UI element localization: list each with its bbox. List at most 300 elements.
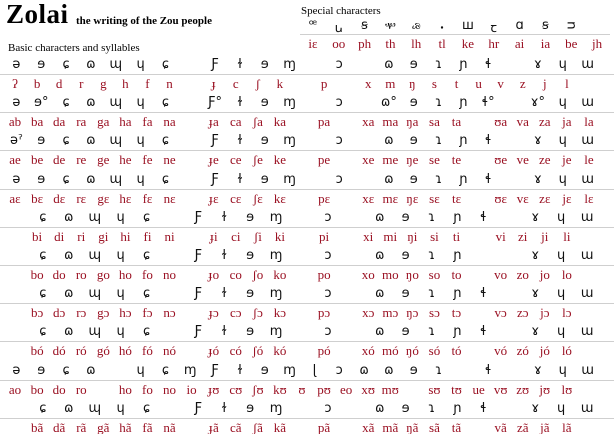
glyph-cell: ɯ (580, 400, 594, 416)
glyph-cell: Ƒ° (208, 95, 223, 111)
glyph-cell: ɫ (237, 362, 243, 378)
glyph-cell: ɥ (116, 248, 125, 263)
glyph-row (0, 400, 614, 419)
glyph-cell: ɱ (283, 133, 296, 149)
glyph-cell: ɬ (480, 324, 487, 340)
glyph-cell: ɱ (269, 286, 283, 302)
transliteration-cell: ti (452, 228, 461, 244)
transliteration-cell: aɛ (9, 190, 21, 206)
glyph-cell: ɤ° (530, 95, 546, 111)
glyph-cell: ɔ (335, 133, 343, 149)
transliteration-cell: hi (120, 228, 131, 244)
glyph-cell: ɕ (142, 324, 151, 340)
transliteration-cell: xʊ (361, 381, 376, 397)
glyph-cell: Ƒ (211, 362, 219, 378)
transliteration-cell: ue (472, 381, 485, 397)
transliteration-cell: ro (75, 267, 87, 282)
glyph-cell: ɰ (109, 133, 123, 149)
glyph-cell: ɯ (580, 248, 594, 263)
glyph-cell: ɯ (580, 286, 594, 302)
transliteration-cell: xã (362, 419, 375, 434)
glyph-cell: ɲ (453, 209, 462, 225)
transliteration-cell: po (317, 267, 331, 282)
transliteration-cell: bi (32, 228, 43, 244)
glyph-cell: ɕ (161, 171, 169, 187)
glyph-cell: ɥ (116, 209, 125, 225)
glyph-cell: ɷ (86, 171, 96, 187)
transliteration-cell: lɛ (584, 190, 594, 206)
glyph-cell: ə (12, 95, 21, 111)
glyph-cell: ɘ (246, 400, 255, 416)
glyph-cell: ɬ (485, 133, 492, 149)
transliteration-cell: hɛ (119, 190, 132, 206)
glyph-cell: Ƒ (194, 209, 203, 225)
glyph-cell: ɱ (269, 209, 283, 225)
special-transliteration: ia (540, 36, 551, 51)
special-glyph-row (300, 17, 610, 35)
glyph-cell: ɬ (480, 400, 487, 416)
glyph-cell: ɕ (161, 57, 169, 72)
transliteration-cell: ae (9, 152, 21, 168)
transliteration-cell: ɟʊ (207, 381, 220, 397)
transliteration-cell: zi (518, 228, 528, 244)
transliteration-cell: so (428, 267, 441, 282)
transliteration-cell: do (52, 267, 66, 282)
glyph-cell: ɕ (142, 209, 151, 225)
glyph-cell: ɿ (435, 133, 443, 149)
transliteration-cell: sa (429, 114, 440, 130)
transliteration-cell: fe (142, 152, 153, 168)
glyph-cell: ɤ (534, 171, 542, 187)
transliteration-cell: ʃɔ (252, 305, 263, 321)
glyph-cell: ɷ (375, 286, 385, 302)
glyph-cell: ɫ (237, 57, 243, 72)
glyph-cell: ɷ (64, 248, 74, 263)
transliteration-cell: cã (229, 419, 242, 434)
special-transliteration: hr (488, 36, 500, 51)
transliteration-cell: fó (142, 343, 153, 359)
transliteration-cell: jɛ (562, 190, 572, 206)
glyph-row (0, 285, 614, 304)
transliteration-cell: jʊ (539, 381, 551, 397)
transliteration-cell: ŋi (407, 228, 418, 244)
transliteration-cell: ca (229, 114, 242, 130)
glyph-cell: ɯ (581, 95, 594, 111)
transliteration-cell: ʃ (255, 76, 261, 91)
transliteration-cell: pe (317, 152, 331, 168)
glyph-cell: ɘ (409, 95, 418, 111)
glyph-row (0, 132, 614, 151)
transliteration-cell: ve (516, 152, 529, 168)
glyph-cell: ɕ (161, 133, 169, 149)
glyph-cell: ɘ (260, 362, 269, 378)
glyph-row (0, 323, 614, 342)
transliteration-cell: rɛ (76, 190, 87, 206)
transliteration-cell: tɛ (451, 190, 462, 206)
transliteration-cell: ɟɛ (208, 190, 219, 206)
transliteration-cell: bó (30, 343, 44, 359)
glyph-cell: ɿ (428, 324, 435, 340)
special-glyph: ꮚ (411, 18, 421, 33)
glyph-cell: ɷ (384, 133, 394, 149)
glyph-cell: ɘ (401, 248, 410, 263)
glyph-cell: ɱ (283, 95, 296, 111)
glyph-cell: ɥ (558, 57, 567, 72)
glyph-cell: ɔ (335, 362, 343, 378)
glyph-cell: ɕ (39, 400, 47, 416)
transliteration-cell: xo (361, 267, 375, 282)
transliteration-cell: ʃã (252, 419, 263, 434)
glyph-cell: ɿ (428, 286, 435, 302)
transliteration-cell: te (451, 152, 462, 168)
glyph-cell: ɱ (283, 171, 296, 187)
transliteration-cell: gó (96, 343, 110, 359)
transliteration-cell: ab (8, 114, 22, 130)
transliteration-cell: ɟe (208, 152, 219, 168)
transliteration-cell: tã (451, 419, 462, 434)
glyph-cell: ɬ (485, 171, 492, 187)
transliteration-cell: mi (383, 228, 398, 244)
transliteration-cell: ba (30, 114, 44, 130)
transliteration-cell: ʊa (494, 114, 508, 130)
transliteration-cell: ge (97, 152, 110, 168)
special-glyph: ꮙ (385, 18, 396, 33)
transliteration-cell: jɔ (540, 305, 550, 321)
glyph-row (0, 94, 614, 113)
transliteration-cell: ho (118, 381, 132, 397)
glyph-cell: ɯ (581, 362, 594, 378)
glyph-cell: ɥ (557, 248, 566, 263)
glyph-cell: ɲ (453, 248, 462, 263)
transliteration-cell: vó (494, 343, 508, 359)
transliteration-cell: co (229, 267, 242, 282)
transliteration-cell: fɔ (142, 305, 153, 321)
glyph-cell: ɔ (324, 400, 332, 416)
transliteration-cell: nã (163, 419, 176, 434)
glyph-cell: ɤ (531, 209, 540, 225)
glyph-cell: ɰ (109, 95, 123, 111)
transliteration-cell: kɛ (273, 190, 286, 206)
glyph-cell: ɱ (283, 57, 296, 72)
transliteration-cell: bɔ (30, 305, 44, 321)
glyph-cell: ɯ (580, 209, 594, 225)
glyph-cell: ɱ (269, 248, 283, 263)
glyph-cell: ɔ (324, 286, 332, 302)
transliteration-cell: xi (363, 228, 374, 244)
transliteration-cell: la (584, 114, 594, 130)
glyph-cell: ɬ (485, 57, 492, 72)
special-characters-label: Special characters (301, 5, 381, 17)
glyph-cell: ɘ (246, 209, 255, 225)
glyph-cell: ɘ (260, 133, 269, 149)
glyph-cell: ɥ (116, 324, 125, 340)
transliteration-cell: ɟã (208, 419, 219, 434)
transliteration-cell: ró (75, 343, 87, 359)
transliteration-cell: ʊ (298, 381, 306, 397)
glyph-cell: ɔ (335, 171, 343, 187)
glyph-cell: ɔ (324, 248, 332, 263)
glyph-cell: ə (12, 362, 21, 378)
glyph-cell: ɤ (531, 286, 540, 302)
transliteration-cell: ɟó (208, 343, 220, 359)
transliteration-cell: pɔ (317, 305, 331, 321)
glyph-row (0, 171, 614, 190)
glyph-cell: ɯ (581, 171, 594, 187)
special-glyph: ꞏ (440, 21, 445, 36)
transliteration-cell: eo (340, 381, 353, 397)
glyph-cell: ɤ (534, 57, 542, 72)
transliteration-cell: ŋo (405, 267, 419, 282)
glyph-row (0, 209, 614, 228)
transliteration-cell: xe (362, 152, 375, 168)
transliteration-cell: v (497, 76, 504, 91)
special-transliteration-row (300, 35, 610, 53)
transliteration-cell: ni (164, 228, 175, 244)
transliteration-cell: sɛ (429, 190, 440, 206)
glyph-cell: Ƒ (194, 324, 203, 340)
transliteration-cell: u (475, 76, 482, 91)
glyph-cell: ɯ (580, 324, 594, 340)
special-transliteration: ph (358, 36, 372, 51)
transliteration-cell: zɔ (516, 305, 529, 321)
transliteration-cell: gɛ (97, 190, 110, 206)
transliteration-cell: lʊ (561, 381, 573, 397)
glyph-cell: ɥ (557, 324, 566, 340)
transliteration-cell: ŋ (409, 76, 416, 91)
glyph-cell: ɯ (581, 133, 594, 149)
glyph-cell: ɘ (37, 133, 46, 149)
transliteration-row (0, 75, 614, 94)
special-transliteration: be (565, 36, 578, 51)
transliteration-row (0, 342, 614, 361)
special-transliteration: tl (438, 36, 446, 51)
glyph-cell: ɷ (64, 400, 74, 416)
transliteration-cell: jã (540, 419, 550, 434)
glyph-cell: ɘ (401, 400, 410, 416)
transliteration-cell: ʃa (252, 114, 263, 130)
transliteration-cell: ló (561, 343, 572, 359)
transliteration-cell: l (565, 76, 569, 91)
glyph-cell: ɷ (86, 95, 96, 111)
glyph-cell: ɕ (142, 400, 151, 416)
glyph-cell: ɘ (260, 171, 269, 187)
transliteration-cell: zã (516, 419, 529, 434)
transliteration-cell: tɔ (451, 305, 462, 321)
transliteration-cell: no (163, 381, 177, 397)
glyph-cell: Ƒ (211, 57, 219, 72)
transliteration-cell: se (429, 152, 440, 168)
special-glyph: ꟹ (308, 18, 318, 33)
transliteration-cell: sã (429, 419, 440, 434)
glyph-cell: ɥ (557, 400, 566, 416)
transliteration-cell: nɔ (163, 305, 176, 321)
glyph-cell: ɥ (558, 171, 567, 187)
transliteration-cell: lɔ (562, 305, 572, 321)
transliteration-cell: io (186, 381, 197, 397)
glyph-cell: ɷ (384, 57, 394, 72)
transliteration-row (0, 419, 614, 434)
transliteration-cell: ga (97, 114, 110, 130)
transliteration-cell: tó (451, 343, 462, 359)
glyph-cell: ə (12, 57, 21, 72)
transliteration-cell: mʊ (381, 381, 399, 397)
transliteration-cell: s (431, 76, 437, 91)
transliteration-cell: ʃɛ (252, 190, 263, 206)
transliteration-cell: có (229, 343, 242, 359)
transliteration-cell: he (119, 152, 132, 168)
transliteration-cell: pi (319, 228, 330, 244)
transliteration-cell: to (451, 267, 462, 282)
glyph-cell: ɘ (260, 57, 269, 72)
transliteration-cell: ɟi (209, 228, 218, 244)
transliteration-cell: cʊ (229, 381, 243, 397)
transliteration-cell: zo (516, 267, 529, 282)
special-transliteration: oo (332, 36, 346, 51)
glyph-row (0, 362, 614, 381)
transliteration-cell: na (163, 114, 176, 130)
glyph-cell: ɤ (531, 400, 540, 416)
glyph-cell: ɿ (428, 248, 435, 263)
glyph-cell: ɿ (428, 209, 435, 225)
transliteration-cell: ro (75, 381, 87, 397)
transliteration-cell: ŋe (406, 152, 419, 168)
transliteration-cell: p (320, 76, 328, 91)
glyph-cell: ɬ° (481, 95, 495, 111)
transliteration-cell: ʔ (12, 76, 18, 91)
transliteration-cell: vɔ (494, 305, 507, 321)
transliteration-cell: be (30, 152, 44, 168)
transliteration-cell: go (96, 267, 110, 282)
glyph-cell: ɰ (109, 57, 123, 72)
transliteration-cell: pʊ (317, 381, 331, 397)
transliteration-cell: vã (494, 419, 507, 434)
transliteration-cell: pɛ (318, 190, 331, 206)
transliteration-cell: ʊɛ (494, 190, 507, 206)
transliteration-cell: vi (495, 228, 506, 244)
glyph-cell: ɷ (375, 209, 385, 225)
special-glyph: ꞩ (542, 18, 549, 33)
transliteration-cell: f (145, 76, 150, 91)
glyph-cell: ɱ (283, 362, 296, 378)
transliteration-cell: ɟo (208, 267, 220, 282)
transliteration-cell: xɔ (362, 305, 375, 321)
transliteration-cell: c (232, 76, 239, 91)
special-transliteration: iɛ (308, 36, 318, 51)
glyph-cell: ɷ (64, 209, 74, 225)
glyph-cell: ɱ (269, 324, 283, 340)
transliteration-cell: do (52, 381, 66, 397)
special-glyph: ꞇ (490, 21, 497, 36)
transliteration-cell: bo (30, 267, 44, 282)
transliteration-cell: je (562, 152, 572, 168)
glyph-cell: ɷ (86, 362, 96, 378)
glyph-cell: ɫ (221, 324, 227, 340)
transliteration-cell: kʊ (273, 381, 287, 397)
transliteration-cell: jo (539, 267, 550, 282)
glyph-cell: ɿ (435, 57, 443, 72)
glyph-cell: ɭ (312, 362, 317, 378)
transliteration-cell: t (454, 76, 459, 91)
transliteration-cell: ʃʊ (252, 381, 264, 397)
glyph-cell: ɘ (37, 57, 46, 72)
transliteration-cell: kɔ (273, 305, 287, 321)
transliteration-cell: ʃo (252, 267, 264, 282)
transliteration-cell: ri (77, 228, 86, 244)
special-transliteration: jh (592, 36, 603, 51)
glyph-cell: ɥ (136, 133, 145, 149)
transliteration-cell: bo (30, 381, 44, 397)
transliteration-cell: z (519, 76, 526, 91)
transliteration-cell: zʊ (516, 381, 530, 397)
glyph-cell: ɥ (558, 362, 567, 378)
glyph-cell: ɰ (88, 209, 102, 225)
transliteration-cell: hɔ (119, 305, 132, 321)
transliteration-cell: ʃe (252, 152, 263, 168)
special-transliteration: th (385, 36, 396, 51)
glyph-cell: ɷ° (380, 95, 397, 111)
glyph-cell: ɔ (324, 324, 332, 340)
glyph-cell: ɤ (534, 362, 542, 378)
glyph-cell: Ƒ (211, 171, 219, 187)
special-transliteration: ai (514, 36, 525, 51)
glyph-cell: ɰ (109, 171, 123, 187)
glyph-cell: ɬ (480, 286, 487, 302)
transliteration-cell: mó (381, 343, 399, 359)
transliteration-cell: r (79, 76, 84, 91)
transliteration-cell: x (364, 76, 372, 91)
glyph-cell: ɘ (246, 324, 255, 340)
glyph-cell: ɕ (142, 248, 151, 263)
special-transliteration: ke (461, 36, 475, 51)
glyph-cell: ɕ (62, 362, 70, 378)
transliteration-cell: ci (231, 228, 241, 244)
transliteration-cell: ne (163, 152, 176, 168)
transliteration-cell: za (539, 114, 551, 130)
glyph-cell: ɘ (409, 133, 418, 149)
transliteration-cell: mo (381, 267, 399, 282)
transliteration-cell: nó (163, 343, 177, 359)
transliteration-cell: vo (494, 267, 508, 282)
transliteration-cell: kã (273, 419, 287, 434)
transliteration-cell: si (430, 228, 439, 244)
glyph-cell: ɘ (401, 286, 410, 302)
transliteration-cell: sʊ (428, 381, 441, 397)
glyph-cell: ɲ (459, 57, 468, 72)
transliteration-cell: mɔ (382, 305, 399, 321)
transliteration-cell: ŋã (406, 419, 419, 434)
glyph-cell: ɰ (88, 286, 102, 302)
glyph-cell: ɘ (409, 362, 418, 378)
transliteration-cell: ŋɛ (406, 190, 419, 206)
transliteration-cell: ha (119, 114, 132, 130)
special-glyph: ꞩ (361, 18, 368, 33)
glyph-cell: ɥ (136, 171, 145, 187)
glyph-cell: ɕ (142, 286, 151, 302)
glyph-cell: ɕ (161, 362, 169, 378)
transliteration-cell: dã (53, 419, 66, 434)
transliteration-cell: b (33, 76, 41, 91)
transliteration-cell: ʃó (252, 343, 264, 359)
transliteration-cell: ɟa (208, 114, 219, 130)
glyph-cell: Ƒ (194, 286, 203, 302)
glyph-cell: ɫ (221, 400, 227, 416)
glyph-cell: ɫ (221, 209, 227, 225)
glyph-row (0, 247, 614, 266)
glyph-cell: ɕ (62, 133, 70, 149)
transliteration-cell: ɟ (211, 76, 216, 91)
special-glyph: ɑ (515, 18, 524, 33)
glyph-cell: ɘ (37, 362, 46, 378)
